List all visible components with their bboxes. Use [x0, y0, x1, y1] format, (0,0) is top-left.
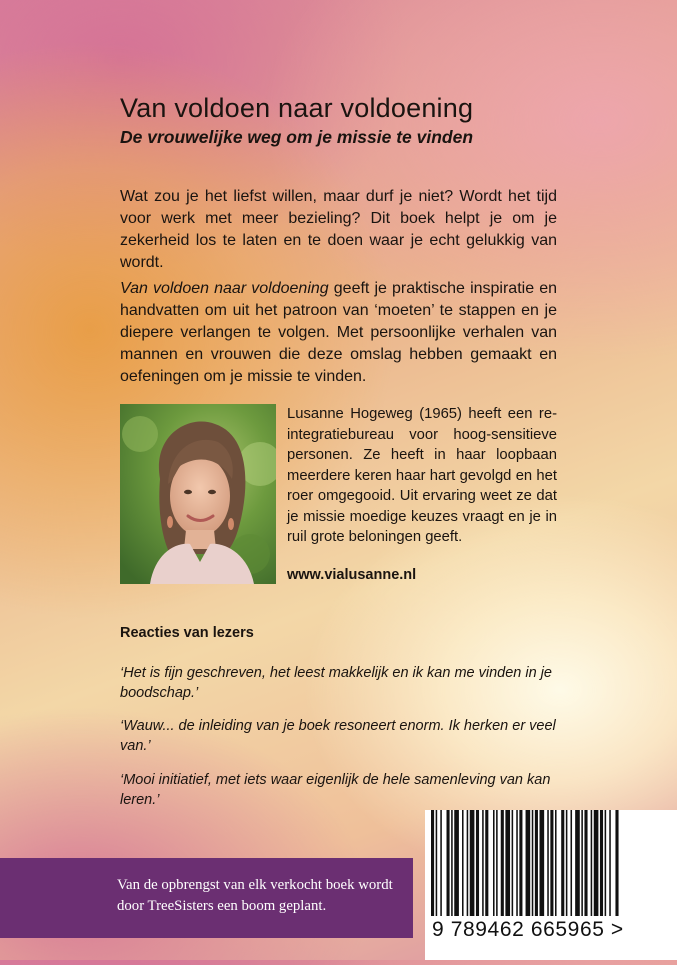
barcode-bar [482, 810, 484, 916]
barcode-bar [561, 810, 564, 916]
blurb-paragraph-2-text: geeft je praktische inspiratie en handvatten om uit het patroon van ‘moeten’ te stappen en je diepere verlangen te volgen. Met persoonlijke verhalen van mannen en vrouwen die deze omslag hebben gemaakt en oefeningen om je missie te vinden. [120, 280, 557, 385]
barcode-bar [467, 810, 469, 916]
author-photo [120, 404, 276, 584]
banner-text: Van de opbrengst van elk verkocht boek wordt door TreeSisters een boom geplant. [117, 877, 393, 914]
barcode-bar [609, 810, 611, 916]
barcode-bar [512, 810, 514, 916]
barcode-bar [535, 810, 538, 916]
reviews-heading: Reacties van lezers [120, 625, 254, 641]
review-quote: ‘Het is fijn geschreven, het leest makkelijk en ik kan me vinden in je boodschap.’ [120, 665, 552, 701]
barcode-bar [462, 810, 464, 916]
review-quote: ‘Wauw... de inleiding van je boek resoneert enorm. Ik herken er veel van.’ [120, 718, 556, 754]
barcode-bar [584, 810, 587, 916]
barcode-bar [496, 810, 498, 916]
treesisters-banner [0, 858, 413, 938]
barcode-bar [516, 810, 518, 916]
barcode-bar [451, 810, 453, 916]
barcode-bar [594, 810, 599, 916]
barcode-bar [566, 810, 568, 916]
author-portrait-image [120, 404, 276, 584]
barcode-bar [575, 810, 580, 916]
barcode-bar [431, 810, 434, 916]
author-website: www.vialusanne.nl [287, 567, 417, 583]
barcode-bar [485, 810, 488, 916]
blurb-paragraph-1: Wat zou je het liefst willen, maar durf je niet? Wordt het tijd voor werk met meer bezieling? Dit boek helpt je om je zekerheid los te laten en te doen waar je echt gelukkig van wordt. [120, 188, 557, 271]
barcode-bar [493, 810, 495, 916]
barcode-bar [526, 810, 531, 916]
barcode-bar [581, 810, 583, 916]
barcode-bar [532, 810, 534, 916]
barcode-bar [550, 810, 553, 916]
blurb-paragraph-2 [120, 278, 557, 388]
author-bio: Lusanne Hogeweg (1965) heeft een re-integratiebureau voor hoog-sensitieve personen. Ze heeft in haar loopbaan meerdere keren haar hart gevolgd en het roer omgegooid. Uit ervaring weet ze dat je missie moedige keuzes vraagt en je in ruil grote beloningen geeft. [287, 406, 557, 545]
barcode-bar [501, 810, 504, 916]
barcode-bar [540, 810, 545, 916]
review-quote: ‘Mooi initiatief, met iets waar eigenlijk de hele samenleving van kan leren.’ [120, 772, 551, 808]
book-subtitle: De vrouwelijke weg om je missie te vinden [120, 127, 474, 147]
barcode-bar [547, 810, 549, 916]
barcode-bar [436, 810, 438, 916]
barcode-bar [605, 810, 607, 916]
barcode-bar [555, 810, 557, 916]
blurb-book-title: Van voldoen naar voldoening [120, 280, 329, 297]
barcode-bar [591, 810, 593, 916]
barcode-bar [454, 810, 459, 916]
barcode-bar [519, 810, 522, 916]
barcode-bar [476, 810, 479, 916]
barcode-bar [615, 810, 618, 916]
barcode-bar [440, 810, 442, 916]
book-title: Van voldoen naar voldoening [120, 93, 474, 123]
barcode-bar [470, 810, 475, 916]
barcode-bar [571, 810, 573, 916]
isbn-number: 9 789462 665965 > [432, 918, 624, 941]
barcode-bar [505, 810, 510, 916]
barcode-bar [447, 810, 450, 916]
barcode-bar [600, 810, 603, 916]
